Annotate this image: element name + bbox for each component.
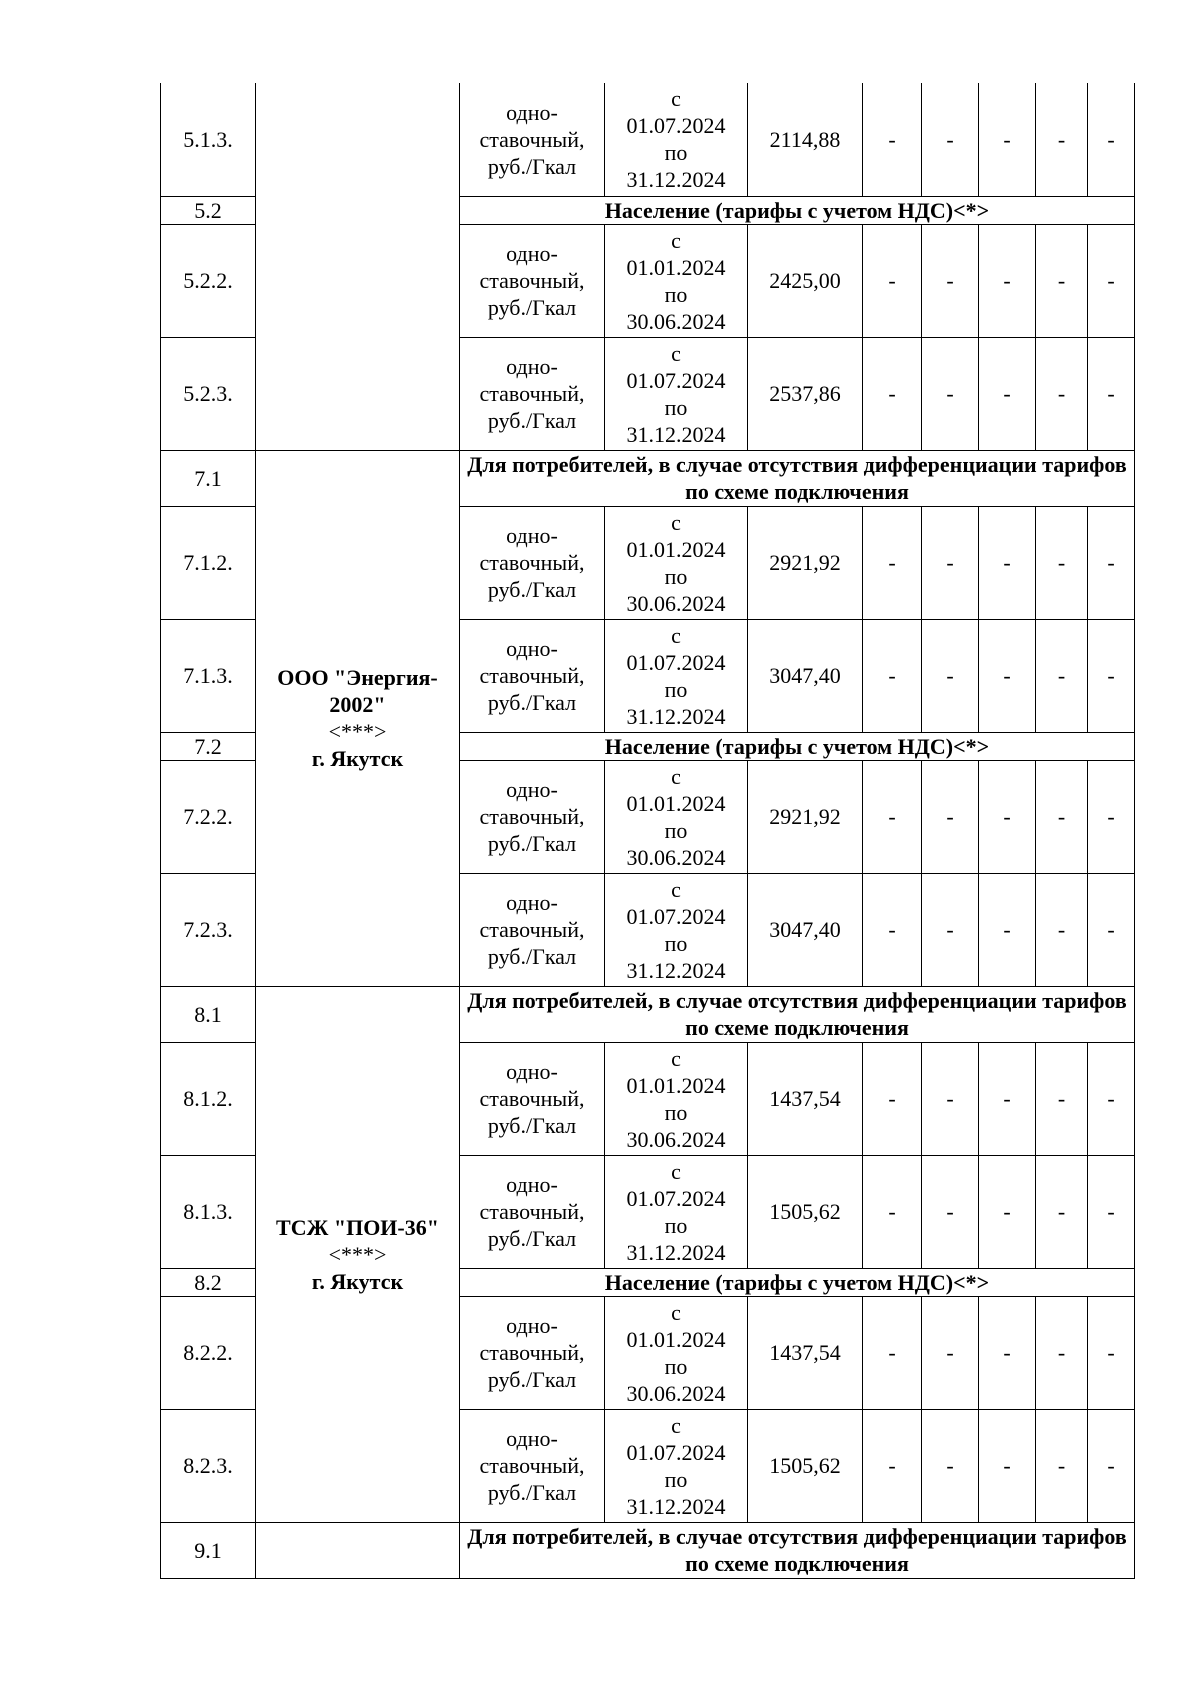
validity-period <box>605 873 748 986</box>
tariff-value: 1505,62 <box>748 1409 863 1522</box>
validity-period <box>605 83 748 196</box>
empty-value-dash: - <box>979 1155 1036 1268</box>
empty-value-dash: - <box>1088 873 1135 986</box>
organization-cell <box>256 1522 460 1578</box>
validity-period-line: 01.01.2024 <box>626 1326 726 1352</box>
validity-period-line: с <box>671 763 681 789</box>
tariff-value: 1505,62 <box>748 1155 863 1268</box>
section-title: Население (тарифы с учетом НДС)<*> <box>460 1268 1135 1296</box>
rate-type-line: руб./Гкал <box>487 1226 577 1251</box>
validity-period-line: 30.06.2024 <box>626 844 726 870</box>
empty-value-dash: - <box>1088 1296 1135 1409</box>
empty-value-dash: - <box>979 619 1036 732</box>
empty-value-dash: - <box>979 83 1036 196</box>
validity-period-line: по <box>664 817 688 843</box>
validity-period <box>605 619 748 732</box>
section-title: Для потребителей, в случае отсутствия дифференциации тарифов по схеме подключения <box>460 986 1135 1042</box>
validity-period-line: 01.01.2024 <box>626 536 726 562</box>
rate-type-line: руб./Гкал <box>487 295 577 320</box>
row-number: 8.1.3. <box>161 1155 256 1268</box>
rate-type-line: руб./Гкал <box>487 690 577 715</box>
row-number: 9.1 <box>161 1522 256 1578</box>
row-number: 5.2.2. <box>161 224 256 337</box>
rate-type-line: одно- <box>506 890 558 915</box>
empty-value-dash: - <box>922 337 979 450</box>
tariff-value: 3047,40 <box>748 619 863 732</box>
empty-value-dash: - <box>979 1409 1036 1522</box>
empty-value-dash: - <box>1036 224 1088 337</box>
row-number: 8.2 <box>161 1268 256 1296</box>
validity-period-line: 01.07.2024 <box>626 1185 726 1211</box>
validity-period <box>605 337 748 450</box>
empty-value-dash: - <box>863 337 922 450</box>
validity-period-line: по <box>664 930 688 956</box>
tariff-value: 1437,54 <box>748 1042 863 1155</box>
rate-type-line: руб./Гкал <box>487 1480 577 1505</box>
validity-period-line: по <box>664 1466 688 1492</box>
organization-city: г. Якутск <box>311 746 404 771</box>
section-title: Для потребителей, в случае отсутствия дифференциации тарифов по схеме подключения <box>460 450 1135 506</box>
organization-cell <box>256 986 460 1522</box>
rate-type-line: руб./Гкал <box>487 577 577 602</box>
section-title: Население (тарифы с учетом НДС)<*> <box>460 732 1135 760</box>
validity-period-line: с <box>671 1299 681 1325</box>
row-number: 8.2.3. <box>161 1409 256 1522</box>
table-row <box>161 83 1135 196</box>
organization-cell <box>256 450 460 986</box>
section-title: Население (тарифы с учетом НДС)<*> <box>460 196 1135 224</box>
empty-value-dash: - <box>979 337 1036 450</box>
rate-type <box>460 873 605 986</box>
empty-value-dash: - <box>1036 1042 1088 1155</box>
empty-value-dash: - <box>922 224 979 337</box>
empty-value-dash: - <box>1088 1042 1135 1155</box>
organization-name: ООО "Энергия- <box>277 665 438 690</box>
validity-period-line: по <box>664 1212 688 1238</box>
empty-value-dash: - <box>1088 619 1135 732</box>
validity-period-line: по <box>664 281 688 307</box>
validity-period-line: по <box>664 1099 688 1125</box>
validity-period-line: 31.12.2024 <box>626 1239 726 1265</box>
rate-type <box>460 506 605 619</box>
rate-type-line: одно- <box>506 99 558 125</box>
empty-value-dash: - <box>922 83 979 196</box>
section-header-row <box>161 450 1135 506</box>
empty-value-dash: - <box>1088 1155 1135 1268</box>
row-number: 8.1.2. <box>161 1042 256 1155</box>
validity-period-line: с <box>671 227 681 253</box>
empty-value-dash: - <box>1088 760 1135 873</box>
empty-value-dash: - <box>1088 506 1135 619</box>
validity-period-line: с <box>671 876 681 902</box>
validity-period-line: по <box>664 394 688 420</box>
validity-period <box>605 224 748 337</box>
validity-period-line: с <box>671 1158 681 1184</box>
validity-period-line: 30.06.2024 <box>626 1126 726 1152</box>
validity-period-line: по <box>664 676 688 702</box>
tariff-value: 1437,54 <box>748 1296 863 1409</box>
rate-type-line: одно- <box>506 636 558 661</box>
rate-type <box>460 83 605 196</box>
validity-period-line: 01.07.2024 <box>626 1439 726 1465</box>
rate-type-line: ставочный, <box>479 381 585 406</box>
organization-city: г. Якутск <box>311 1268 404 1294</box>
validity-period-line: 01.07.2024 <box>626 367 726 393</box>
empty-value-dash: - <box>979 873 1036 986</box>
tariff-value: 2921,92 <box>748 760 863 873</box>
empty-value-dash: - <box>863 1042 922 1155</box>
row-number: 5.2 <box>161 196 256 224</box>
row-number: 7.1.3. <box>161 619 256 732</box>
rate-type <box>460 1409 605 1522</box>
row-number: 7.2.2. <box>161 760 256 873</box>
validity-period-line: с <box>671 86 681 112</box>
empty-value-dash: - <box>922 760 979 873</box>
empty-value-dash: - <box>979 224 1036 337</box>
rate-type-line: одно- <box>506 777 558 802</box>
validity-period-line: 31.12.2024 <box>626 421 726 447</box>
empty-value-dash: - <box>979 1296 1036 1409</box>
row-number: 8.2.2. <box>161 1296 256 1409</box>
validity-period-line: с <box>671 509 681 535</box>
validity-period <box>605 1409 748 1522</box>
validity-period-line: 31.12.2024 <box>626 1493 726 1519</box>
validity-period-line: 30.06.2024 <box>626 1380 726 1406</box>
empty-value-dash: - <box>1036 1409 1088 1522</box>
empty-value-dash: - <box>1088 224 1135 337</box>
empty-value-dash: - <box>863 83 922 196</box>
rate-type-line: руб./Гкал <box>487 153 577 179</box>
validity-period-line: 30.06.2024 <box>626 308 726 334</box>
validity-period <box>605 506 748 619</box>
row-number: 7.2.3. <box>161 873 256 986</box>
empty-value-dash: - <box>1036 1296 1088 1409</box>
empty-value-dash: - <box>922 873 979 986</box>
empty-value-dash: - <box>863 873 922 986</box>
rate-type <box>460 1042 605 1155</box>
rate-type-line: ставочный, <box>479 804 585 829</box>
rate-type-line: одно- <box>506 354 558 379</box>
rate-type-line: ставочный, <box>479 1340 585 1365</box>
section-header-row <box>161 986 1135 1042</box>
rate-type <box>460 337 605 450</box>
row-number: 5.2.3. <box>161 337 256 450</box>
empty-value-dash: - <box>1036 1155 1088 1268</box>
tariff-value: 2921,92 <box>748 506 863 619</box>
validity-period-line: с <box>671 1412 681 1438</box>
row-number: 8.1 <box>161 986 256 1042</box>
rate-type-line: одно- <box>506 1059 558 1084</box>
empty-value-dash: - <box>863 619 922 732</box>
rate-type-line: руб./Гкал <box>487 944 577 969</box>
empty-value-dash: - <box>1036 619 1088 732</box>
rate-type-line: одно- <box>506 1426 558 1451</box>
validity-period-line: с <box>671 340 681 366</box>
rate-type <box>460 1155 605 1268</box>
rate-type-line: ставочный, <box>479 1086 585 1111</box>
rate-type-line: ставочный, <box>479 268 585 293</box>
empty-value-dash: - <box>979 1042 1036 1155</box>
row-number: 7.1 <box>161 450 256 506</box>
empty-value-dash: - <box>922 506 979 619</box>
section-header-row <box>161 1522 1135 1578</box>
empty-value-dash: - <box>922 1155 979 1268</box>
validity-period-line: 31.12.2024 <box>626 703 726 729</box>
rate-type-line: ставочный, <box>479 1453 585 1478</box>
empty-value-dash: - <box>1036 760 1088 873</box>
rate-type <box>460 619 605 732</box>
rate-type-line: ставочный, <box>479 1199 585 1224</box>
tariff-value: 2425,00 <box>748 224 863 337</box>
empty-value-dash: - <box>863 1296 922 1409</box>
validity-period-line: по <box>664 563 688 589</box>
rate-type-line: одно- <box>506 1172 558 1197</box>
validity-period <box>605 1042 748 1155</box>
row-number: 7.2 <box>161 732 256 760</box>
validity-period-line: с <box>671 622 681 648</box>
row-number: 7.1.2. <box>161 506 256 619</box>
empty-value-dash: - <box>1036 337 1088 450</box>
validity-period-line: 31.12.2024 <box>626 167 726 193</box>
organization-name: ТСЖ "ПОИ-36" <box>276 1214 439 1240</box>
rate-type-line: руб./Гкал <box>487 831 577 856</box>
empty-value-dash: - <box>922 1042 979 1155</box>
organization-mark: <***> <box>328 719 387 744</box>
empty-value-dash: - <box>863 506 922 619</box>
rate-type-line: ставочный, <box>479 126 585 152</box>
rate-type-line: одно- <box>506 1313 558 1338</box>
empty-value-dash: - <box>1088 337 1135 450</box>
validity-period-line: 01.01.2024 <box>626 254 726 280</box>
validity-period-line: 31.12.2024 <box>626 957 726 983</box>
validity-period-line: по <box>664 140 688 166</box>
tariff-table-body <box>161 83 1135 1578</box>
validity-period <box>605 1155 748 1268</box>
rate-type-line: одно- <box>506 241 558 266</box>
rate-type <box>460 760 605 873</box>
rate-type-line: руб./Гкал <box>487 1367 577 1392</box>
empty-value-dash: - <box>1088 83 1135 196</box>
empty-value-dash: - <box>1088 1409 1135 1522</box>
rate-type-line: руб./Гкал <box>487 408 577 433</box>
validity-period-line: 01.07.2024 <box>626 113 726 139</box>
validity-period-line: по <box>664 1353 688 1379</box>
empty-value-dash: - <box>863 760 922 873</box>
rate-type <box>460 224 605 337</box>
empty-value-dash: - <box>863 1155 922 1268</box>
organization-name: 2002" <box>329 692 386 717</box>
empty-value-dash: - <box>863 224 922 337</box>
empty-value-dash: - <box>1036 506 1088 619</box>
row-number: 5.1.3. <box>161 83 256 196</box>
validity-period-line: 01.01.2024 <box>626 790 726 816</box>
rate-type-line: руб./Гкал <box>487 1113 577 1138</box>
validity-period-line: 01.07.2024 <box>626 649 726 675</box>
validity-period-line: 01.07.2024 <box>626 903 726 929</box>
organization-cell <box>256 83 460 450</box>
tariff-table <box>160 83 1135 1579</box>
empty-value-dash: - <box>1036 83 1088 196</box>
rate-type-line: одно- <box>506 523 558 548</box>
tariff-value: 2537,86 <box>748 337 863 450</box>
empty-value-dash: - <box>922 619 979 732</box>
tariff-value: 3047,40 <box>748 873 863 986</box>
empty-value-dash: - <box>922 1409 979 1522</box>
empty-value-dash: - <box>979 506 1036 619</box>
empty-value-dash: - <box>979 760 1036 873</box>
empty-value-dash: - <box>863 1409 922 1522</box>
validity-period <box>605 1296 748 1409</box>
empty-value-dash: - <box>922 1296 979 1409</box>
empty-value-dash: - <box>1036 873 1088 986</box>
validity-period-line: 01.01.2024 <box>626 1072 726 1098</box>
rate-type <box>460 1296 605 1409</box>
organization-mark: <***> <box>328 1241 387 1267</box>
rate-type-line: ставочный, <box>479 550 585 575</box>
validity-period-line: с <box>671 1045 681 1071</box>
section-title: Для потребителей, в случае отсутствия дифференциации тарифов по схеме подключения <box>460 1522 1135 1578</box>
rate-type-line: ставочный, <box>479 663 585 688</box>
validity-period <box>605 760 748 873</box>
rate-type-line: ставочный, <box>479 917 585 942</box>
validity-period-line: 30.06.2024 <box>626 590 726 616</box>
tariff-value: 2114,88 <box>748 83 863 196</box>
